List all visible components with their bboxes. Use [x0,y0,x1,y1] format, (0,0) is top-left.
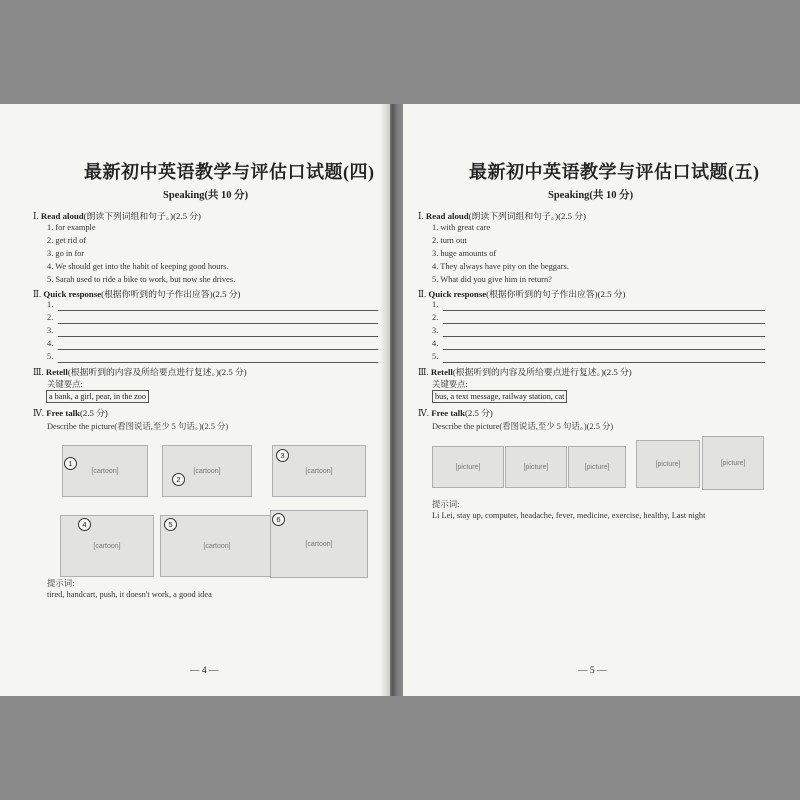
right-read-item: 1. with great care [432,223,491,232]
left-describe-instruction: Describe the picture(看图说话,至少 5 句话。)(2.5 分) [47,422,229,431]
right-response-number: 1. [432,300,439,309]
picture-doctor: [picture] [636,440,700,488]
left-response-number: 2. [47,313,54,322]
left-response-line[interactable] [58,336,378,337]
right-read-item: 3. huge amounts of [432,249,497,258]
cartoon-panel-1: [cartoon] [62,445,148,497]
right-hint-label: 提示词: [432,500,460,509]
left-page-number: — 4 — [190,666,219,676]
right-page-title: 最新初中英语教学与评估口试题(五) [469,162,760,182]
left-hint-label: 提示词: [47,579,75,588]
left-response-number: 1. [47,300,54,309]
right-hint-words: Li Lei, stay up, computer, headache, fever, medicine, exercise, healthy, Last night [432,511,706,520]
panel-number: 1 [64,457,77,470]
right-response-number: 2. [432,313,439,322]
right-key-label: 关键要点: [432,380,468,389]
left-section3-heading: Ⅲ. Retell(根据听到的内容及所给要点进行复述。)(2.5 分) [33,367,247,377]
right-page-number: — 5 — [578,666,607,676]
panel-number: 4 [78,518,91,531]
right-describe-instruction: Describe the picture(看图说话,至少 5 句话。)(2.5 分) [432,422,614,431]
right-response-number: 4. [432,339,439,348]
right-section3-heading: Ⅲ. Retell(根据听到的内容及所给要点进行复述。)(2.5 分) [418,367,632,377]
left-response-line[interactable] [58,362,378,363]
left-page-title: 最新初中英语教学与评估口试题(四) [84,162,375,182]
left-read-item: 3. go in for [47,249,85,258]
picture-pharmacy: [picture] [568,446,626,488]
left-section4-heading: Ⅳ. Free talk(2.5 分) [33,408,108,418]
left-read-item: 4. We should get into the habit of keeping good hours. [47,262,229,271]
left-read-item: 5. Sarah used to ride a bike to work, but now she drives. [47,275,236,284]
panel-number: 2 [172,473,185,486]
left-response-number: 3. [47,326,54,335]
right-response-line[interactable] [443,310,765,311]
right-read-item: 5. What did you give him in return? [432,275,552,284]
left-response-line[interactable] [58,349,378,350]
left-hint-words: tired, handcart, push, it doesn't work, a good idea [47,590,212,599]
left-key-points-box: a bank, a girl, pear, in the zoo [46,390,149,403]
left-read-item: 2. get rid of [47,236,87,245]
cartoon-panel-2: [cartoon] [162,445,252,497]
cartoon-panel-5: [cartoon] [160,515,274,577]
right-page-subtitle: Speaking(共 10 分) [548,190,634,201]
cartoon-panel-6: [cartoon] [270,510,368,578]
left-response-number: 5. [47,352,54,361]
left-read-item: 1. for example [47,223,96,232]
right-response-number: 3. [432,326,439,335]
right-response-line[interactable] [443,323,765,324]
panel-number: 5 [164,518,177,531]
right-read-item: 4. They always have pity on the beggars. [432,262,569,271]
panel-number: 6 [272,513,285,526]
right-key-points-box: bus, a text message, railway station, cat [432,390,567,403]
panel-number: 3 [276,449,289,462]
right-response-line[interactable] [443,336,765,337]
picture-football: [picture] [702,436,764,490]
cartoon-panel-4: [cartoon] [60,515,154,577]
book-spine [380,104,403,696]
left-response-line[interactable] [58,310,378,311]
picture-computer-night: [picture] [432,446,504,488]
cartoon-panel-3: [cartoon] [272,445,366,497]
picture-bed: [picture] [505,446,567,488]
right-section4-heading: Ⅳ. Free talk(2.5 分) [418,408,493,418]
right-section1-heading: Ⅰ. Read aloud(朗读下列词组和句子。)(2.5 分) [418,211,586,221]
right-read-item: 2. turn out [432,236,467,245]
right-section2-heading: Ⅱ. Quick response(根据你听到的句子作出应答)(2.5 分) [418,289,626,299]
right-response-line[interactable] [443,349,765,350]
left-response-number: 4. [47,339,54,348]
left-response-line[interactable] [58,323,378,324]
right-response-line[interactable] [443,362,765,363]
right-response-number: 5. [432,352,439,361]
left-key-label: 关键要点: [47,380,83,389]
left-section2-heading: Ⅱ. Quick response(根据你听到的句子作出应答)(2.5 分) [33,289,241,299]
left-page-subtitle: Speaking(共 10 分) [163,190,249,201]
left-section1-heading: Ⅰ. Read aloud(朗读下列词组和句子。)(2.5 分) [33,211,201,221]
